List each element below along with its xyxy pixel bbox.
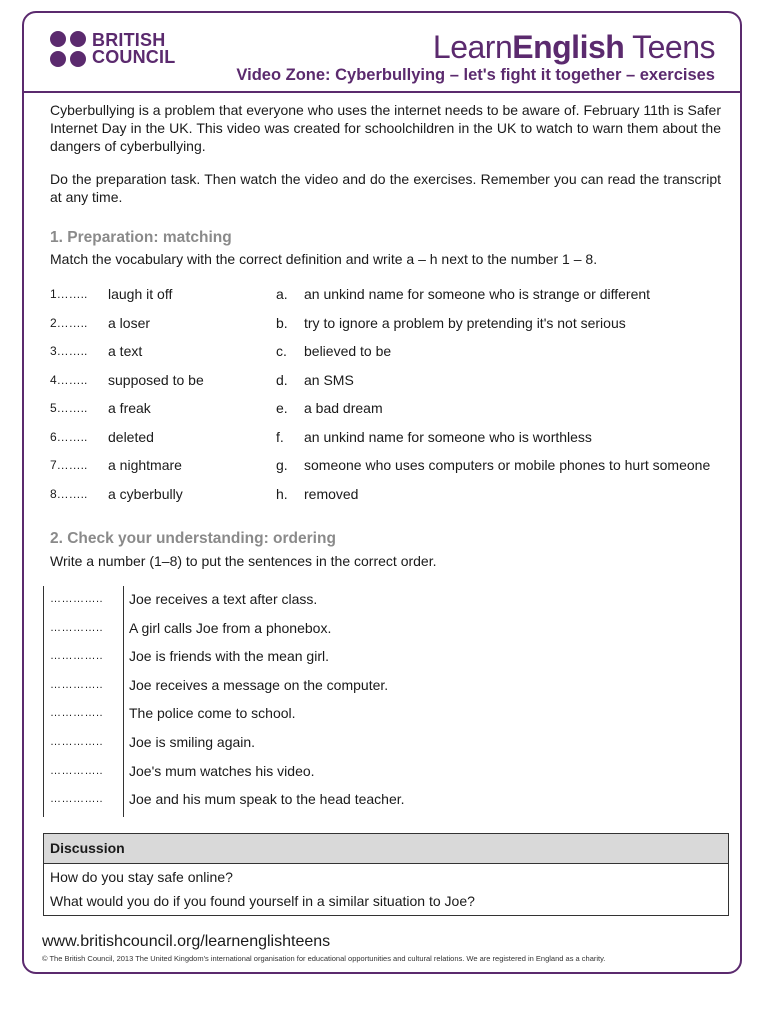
matching-row [50, 457, 730, 477]
order-number-blank[interactable]: ………….. [50, 650, 104, 663]
definition-text: someone who uses computers or mobile phones to hurt someone [304, 457, 711, 473]
ordering-row [43, 620, 443, 644]
definition-text: an unkind name for someone who is strange or different [304, 286, 651, 302]
answer-blank[interactable]: 6…….. [50, 430, 88, 444]
intro-paragraph-2: Do the preparation task. Then watch the video and do the exercises. Remember you can read the transcript at any time. [50, 171, 721, 205]
matching-row [50, 372, 730, 392]
order-number-blank[interactable]: ………….. [50, 736, 104, 748]
logo-line-1: BRITISH [92, 30, 166, 50]
definition-text: an SMS [304, 372, 354, 388]
order-number-blank[interactable]: ………….. [50, 678, 104, 691]
brand-teens: Teens [624, 29, 715, 65]
matching-row [50, 400, 730, 420]
british-council-logo [50, 31, 175, 67]
definition-text: removed [304, 486, 359, 502]
answer-blank[interactable]: 2…….. [50, 316, 88, 330]
order-number-blank[interactable]: ………….. [50, 764, 104, 777]
footer-url[interactable]: www.britishcouncil.org/learnenglishteens [42, 933, 331, 950]
section2-instruction: Write a number (1–8) to put the sentences in the correct order. [50, 553, 437, 569]
order-number-blank[interactable]: ………….. [50, 593, 104, 605]
header-divider [24, 91, 742, 93]
order-sentence: Joe is smiling again. [129, 734, 256, 750]
ordering-row [43, 763, 443, 787]
answer-blank[interactable]: 8…….. [50, 487, 88, 501]
ordering-row [43, 734, 443, 758]
order-number-blank[interactable]: ………….. [50, 621, 104, 634]
ordering-row [43, 648, 443, 672]
vocab-term: a cyberbully [108, 486, 183, 502]
order-sentence: Joe receives a text after class. [129, 591, 318, 607]
order-number-blank[interactable]: ………….. [50, 793, 104, 806]
order-sentence: Joe and his mum speak to the head teacher. [129, 791, 405, 808]
ordering-row [43, 705, 443, 729]
definition-text: an unkind name for someone who is worthless [304, 429, 592, 445]
definition-letter: a. [276, 286, 288, 302]
discussion-heading: Discussion [44, 834, 728, 864]
vocab-term: deleted [108, 429, 154, 445]
matching-row [50, 486, 730, 506]
vocab-term: supposed to be [108, 372, 204, 388]
ordering-row [43, 791, 443, 815]
order-sentence: The police come to school. [129, 705, 296, 722]
answer-blank[interactable]: 3…….. [50, 344, 88, 358]
logo-dots-icon [50, 31, 86, 67]
answer-blank[interactable]: 7…….. [50, 458, 88, 472]
vocab-term: a nightmare [108, 457, 182, 473]
order-sentence: Joe is friends with the mean girl. [129, 648, 329, 665]
definition-text: believed to be [304, 343, 392, 359]
definition-letter: f. [276, 429, 284, 445]
definition-text: try to ignore a problem by pretending it's not serious [304, 315, 626, 331]
section2-heading: 2. Check your understanding: ordering [50, 530, 336, 547]
definition-letter: g. [276, 457, 288, 473]
page-title: Video Zone: Cyberbullying – let's fight it together – exercises [236, 66, 715, 84]
answer-blank[interactable]: 1…….. [50, 287, 88, 301]
definition-letter: h. [276, 486, 288, 502]
ordering-row [43, 591, 443, 615]
discussion-box [43, 833, 729, 916]
definition-letter: c. [276, 343, 287, 359]
ordering-table [43, 586, 443, 817]
matching-row [50, 343, 730, 363]
answer-blank[interactable]: 5…….. [50, 401, 88, 415]
learnenglish-teens-brand [433, 29, 715, 66]
order-number-blank[interactable]: ………….. [50, 707, 104, 720]
matching-row [50, 286, 730, 306]
discussion-question-2: What would you do if you found yourself in a similar situation to Joe? [50, 893, 475, 909]
section1-instruction: Match the vocabulary with the correct definition and write a – h next to the number 1 – 8. [50, 251, 598, 267]
vocab-term: a freak [108, 400, 151, 416]
brand-learn: Learn [432, 29, 513, 65]
section1-heading: 1. Preparation: matching [50, 229, 232, 246]
definition-text: a bad dream [304, 400, 383, 416]
order-sentence: A girl calls Joe from a phonebox. [129, 619, 332, 636]
vocab-term: laugh it off [108, 286, 173, 302]
ordering-row [43, 677, 443, 701]
definition-letter: d. [276, 372, 288, 388]
definition-letter: b. [276, 315, 288, 331]
footer-copyright: © The British Council, 2013 The United Kingdom's international organisation for educational opportunities and cultural relations. We are registered in England as a charity. [42, 954, 606, 963]
brand-english: English [512, 29, 625, 65]
logo-line-2: COUNCIL [92, 47, 176, 67]
intro-paragraph-1: Cyberbullying is a problem that everyone who uses the internet needs to be aware of. February 11th is Safer Internet Day in the UK. This video was created for schoolchildren in the UK to watch to warn them about the dangers of cyberbullying. [50, 102, 721, 154]
vocab-term: a text [108, 343, 143, 359]
matching-row [50, 429, 730, 449]
order-sentence: Joe's mum watches his video. [129, 762, 315, 779]
order-sentence: Joe receives a message on the computer. [129, 676, 389, 693]
definition-letter: e. [276, 400, 288, 416]
discussion-question-1: How do you stay safe online? [50, 869, 233, 885]
matching-row [50, 315, 730, 335]
vocab-term: a loser [108, 315, 151, 331]
answer-blank[interactable]: 4…….. [50, 373, 88, 387]
